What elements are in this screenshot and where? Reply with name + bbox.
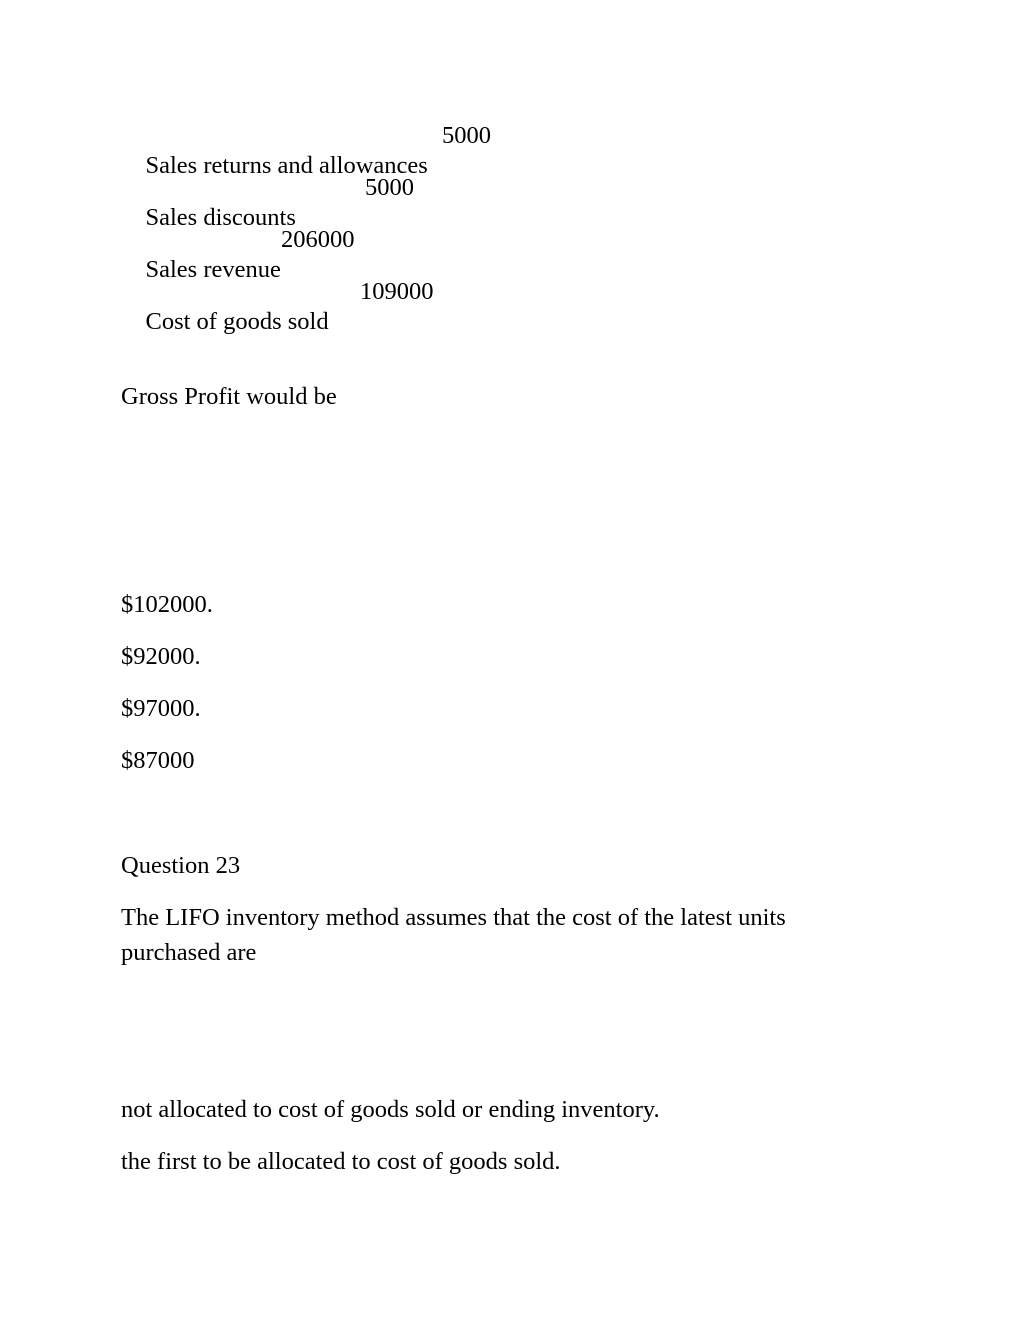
item-label: Sales revenue [145,256,281,283]
item-value: 109000 [360,278,434,305]
item-value: 5000 [365,174,414,201]
item-value: 5000 [442,122,491,149]
answer-option[interactable]: $92000. [121,643,201,670]
answer-option[interactable]: the first to be allocated to cost of goods sold. [121,1148,561,1175]
answer-option[interactable]: $102000. [121,591,213,618]
item-label: Sales returns and allowances [145,152,428,179]
answer-option[interactable]: $87000 [121,747,195,774]
answer-option[interactable]: not allocated to cost of goods sold or ending inventory. [121,1096,660,1123]
question-heading: Question 23 [121,852,241,879]
answer-option[interactable]: $97000. [121,695,201,722]
question-prompt: The LIFO inventory method assumes that the cost of the latest units purchased are [121,904,786,966]
item-label: Sales discounts [145,204,296,231]
question-prompt: Gross Profit would be [121,383,337,410]
item-label: Cost of goods sold [145,308,329,335]
item-value: 206000 [281,226,355,253]
